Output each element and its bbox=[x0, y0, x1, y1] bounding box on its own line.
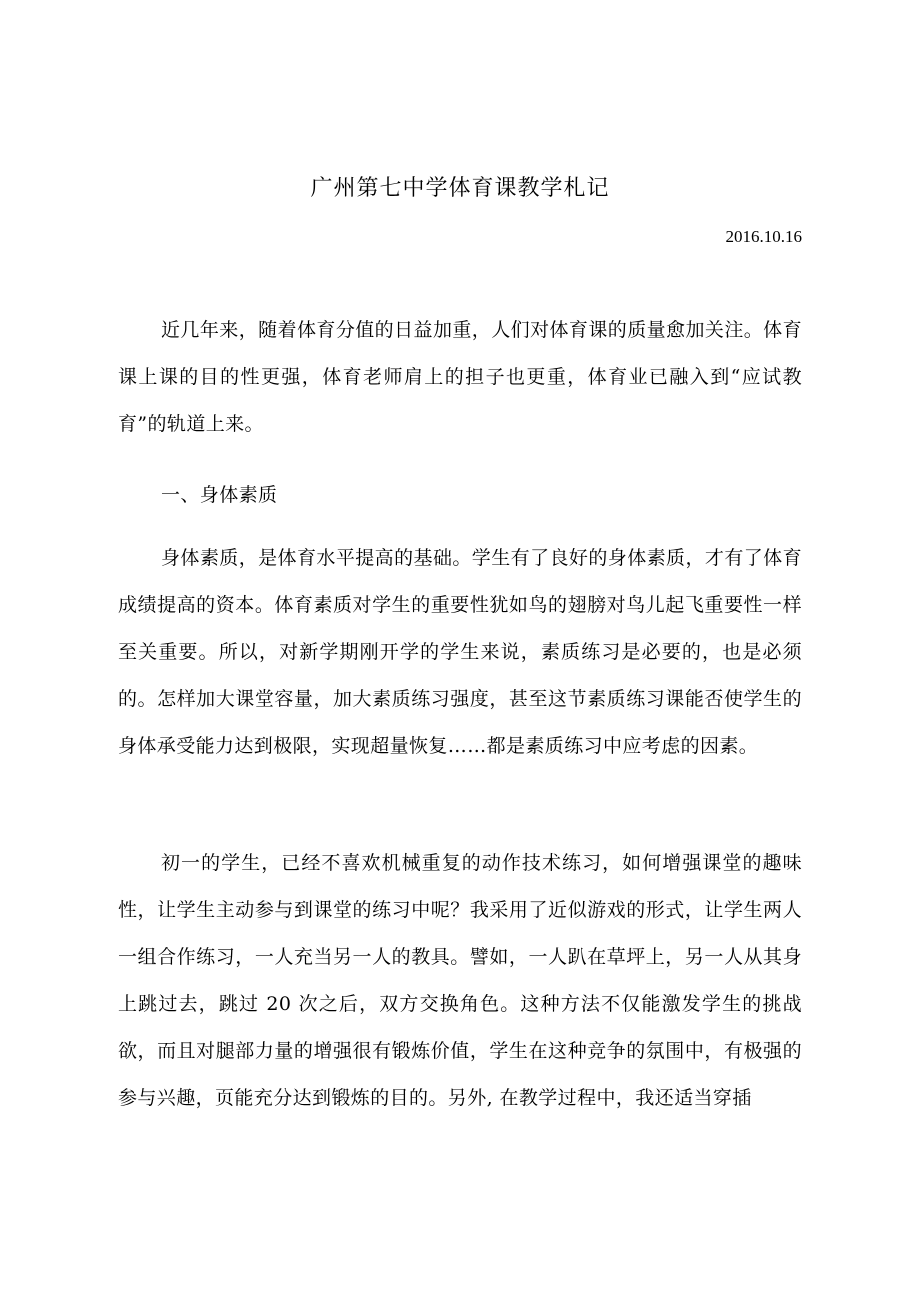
paragraph-physical-quality: 身体素质，是体育水平提高的基础。学生有了良好的身体素质，才有了体育成绩提高的资本。体育素质对学生的重要性犹如鸟的翅膀对鸟儿起飞重要性一样至关重要。所以，对新学期刚开学的学生来说，素质练习是必要的，也是必须的。怎样加大课堂容量，加大素质练习强度，甚至这节素质练习课能否使学生的身体承受能力达到极限，实现超量恢复……都是素质练习中应考虑的因素。 bbox=[118, 547, 802, 757]
document-title: 广州第七中学体育课教学札记 bbox=[310, 176, 610, 201]
paragraph-grade-one-students: 初一的学生，已经不喜欢机械重复的动作技术练习，如何增强课堂的趣味性，让学生主动参与到课堂的练习中呢？我采用了近似游戏的形式，让学生两人一组合作练习，一人充当另一人的教具。譬如，一人趴在草坪上，另一人从其身上跳过去，跳过 20 次之后，双方交换角色。这种方法不仅能激发学生的挑战欲，而且对腿部力量的增强很有锻炼价值，学生在这种竞争的氛围中，有极强的参与兴趣，页能充分达到锻炼的目的。另外, 在教学过程中，我还适当穿插 bbox=[118, 852, 802, 1109]
document-date: 2016.10.16 bbox=[725, 227, 802, 246]
section-heading: 一、身体素质 bbox=[161, 484, 278, 506]
paragraph-intro: 近几年来，随着体育分值的日益加重，人们对体育课的质量愈加关注。体育课上课的目的性更强，体育老师肩上的担子也更重，体育业已融入到“应试教育”的轨道上来。 bbox=[118, 319, 802, 435]
